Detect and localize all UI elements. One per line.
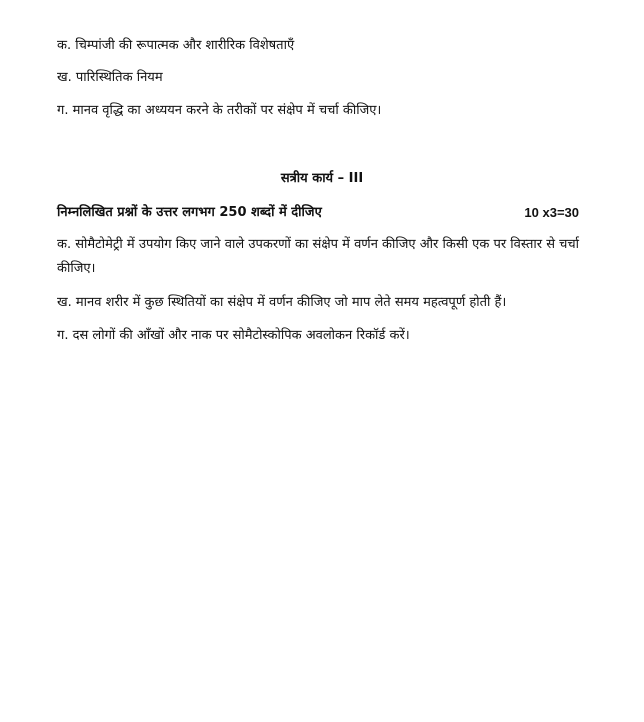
marks-label: 10 x3=30: [524, 205, 579, 220]
question-ka: क. सोमैटोमेट्री में उपयोग किए जाने वाले उपकरणों का संक्षेप में वर्णन कीजिए और किसी एक पर विस्तार से चर्चा कीजिए।: [57, 237, 579, 276]
prev-question-ka: क. चिम्पांजी की रूपात्मक और शारीरिक विशेषताएँ: [57, 38, 295, 53]
instruction-row: [57, 204, 579, 222]
question-kha: ख. मानव शरीर में कुछ स्थितियों का संक्षेप में वर्णन कीजिए जो माप लेते समय महत्वपूर्ण होती हैं।: [57, 295, 507, 310]
prev-question-kha: ख. पारिस्थितिक नियम: [57, 70, 163, 85]
instruction-text: निम्नलिखित प्रश्नों के उत्तर लगभग 250 शब्दों में दीजिए: [57, 205, 322, 220]
prev-question-ga: ग. मानव वृद्धि का अध्ययन करने के तरीकों पर संक्षेप में चर्चा कीजिए।: [57, 103, 382, 118]
section-title: सत्रीय कार्य – III: [280, 171, 364, 186]
question-ga: ग. दस लोगों की आँखों और नाक पर सोमैटोस्कोपिक अवलोकन रिकॉर्ड करें।: [57, 328, 410, 343]
